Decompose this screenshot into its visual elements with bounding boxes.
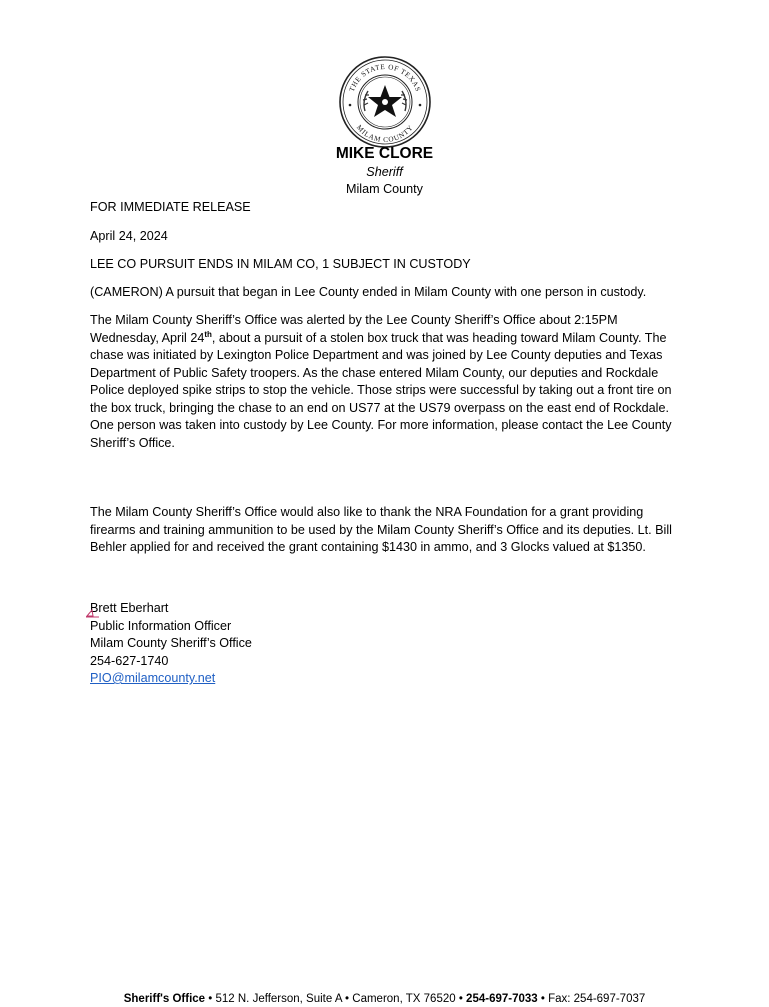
signer-email-link[interactable]: PIO@milamcounty.net [90, 671, 216, 685]
footer-fax: • Fax: 254-697-7037 [537, 993, 646, 1005]
footer-contact [0, 991, 769, 1007]
release-label: FOR IMMEDIATE RELEASE [90, 200, 251, 214]
body1-text-start: The Milam County Sheriff’s Office was alerted by the Lee County Sheriff’s Office about 2:15PM Wednesday, April 24 [90, 313, 618, 345]
footer-address: • 512 N. Jefferson, Suite A • Cameron, TX 76520 • [205, 993, 467, 1005]
edit-mark-icon [86, 608, 100, 618]
signature-block [90, 600, 680, 688]
body-paragraph-grant: The Milam County Sheriff’s Office would also like to thank the NRA Foundation for a grant providing firearms and training ammunition to be used by the Milam County Sheriff’s Office and its deputies. Lt. Bill Behler applied for and received the grant containing $1430 in ammo, and 3 Glocks valued at $1350. [90, 505, 672, 554]
svg-text:MILAM COUNTY: MILAM COUNTY [354, 123, 416, 145]
release-headline: LEE CO PURSUIT ENDS IN MILAM CO, 1 SUBJECT IN CUSTODY [90, 257, 471, 271]
sheriff-name: MIKE CLORE [335, 145, 434, 162]
footer-phone: 254-697-7033 [466, 993, 538, 1005]
svg-text:THE STATE OF TEXAS: THE STATE OF TEXAS [347, 62, 423, 93]
milam-county-seal-icon [338, 55, 432, 149]
footer-office-label: Sheriff's Office [123, 993, 206, 1005]
signer-name: Brett Eberhart [90, 601, 169, 615]
signer-role: Public Information Officer [90, 618, 232, 633]
body1-text-end: , about a pursuit of a stolen box truck that was heading toward Milam County. The chase was initiated by Lexington Police Department and was joined by Lee County deputies and Texas Department of Public Safety troopers. As the chase entered Milam County, our deputies and Rockdale Police deployed spike strips to stop the vehicle. Those strips were successful by taking out a front tire on the box truck, bringing the chase to an end on US77 at the US79 overpass on the east end of Rockdale. One person was taken into custody by Lee County. For more information, please contact the Lee County Sheriff’s Office. [90, 330, 672, 450]
body1-ordinal-suffix: th [204, 329, 212, 339]
county-name: Milam County [346, 182, 423, 196]
body-paragraph-pursuit [90, 312, 680, 452]
sheriff-title: Sheriff [366, 165, 403, 179]
release-date: April 24, 2024 [90, 229, 168, 243]
signer-office: Milam County Sheriff’s Office [90, 636, 252, 650]
lead-paragraph: (CAMERON) A pursuit that began in Lee County ended in Milam County with one person in custody. [90, 285, 647, 299]
signer-phone: 254-627-1740 [90, 653, 169, 668]
